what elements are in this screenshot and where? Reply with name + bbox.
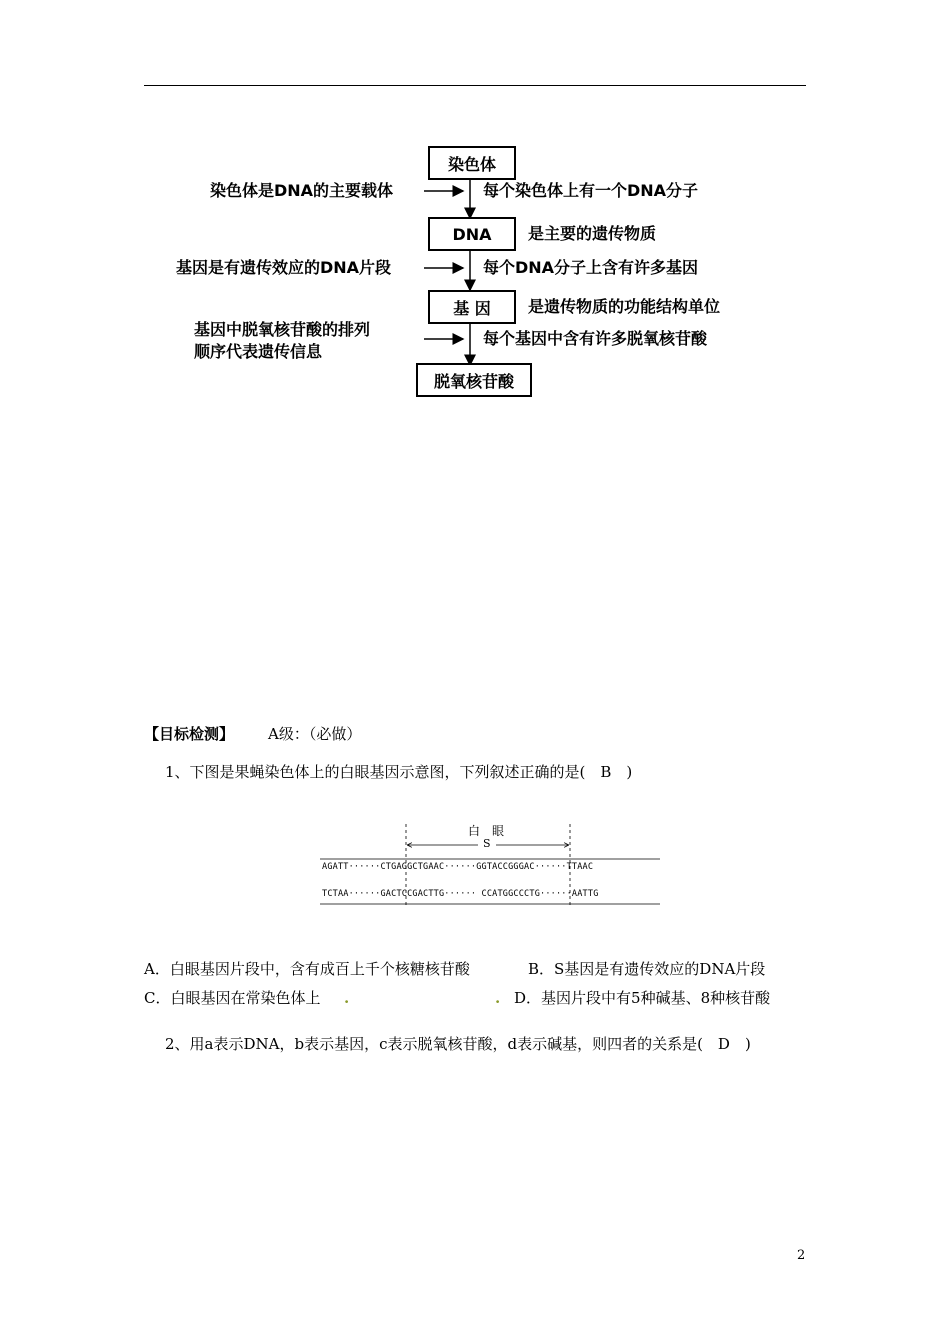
note-one-dna: 每个染色体上有一个DNA分子 (483, 181, 699, 200)
note-main-genetic-material: 是主要的遗传物质 (528, 224, 657, 243)
dna-strand-top: AGATT······CTGAGGCTGAAC······GGTACCGGGAC······TTAAC (322, 862, 594, 872)
q1-option-c: C．白眼基因在常染色体上 (144, 989, 321, 1007)
note-gene-definition: 基因是有遗传效应的DNA片段 (176, 258, 392, 277)
q2-stem: 2、用a表示DNA，b表示基因，c表示脱氧核苷酸，d表示碱基，则四者的关系是( D ) (165, 1035, 751, 1053)
note-functional-unit: 是遗传物质的功能结构单位 (528, 297, 721, 316)
box-dna: DNA (428, 217, 516, 251)
note-chromosome-carrier: 染色体是DNA的主要载体 (210, 181, 394, 200)
box-gene: 基 因 (428, 290, 516, 324)
gene-label-white-eye: 白 眼 (468, 824, 505, 838)
box-nucleotide: 脱氧核苷酸 (416, 363, 532, 397)
q1-option-a: A．白眼基因片段中，含有成百上千个核糖核苷酸 (144, 960, 470, 978)
q1-mark-dot-1: . (344, 989, 350, 1007)
concept-diagram (170, 140, 770, 410)
section-level: A级：（必做） (268, 725, 362, 743)
note-sequence-line1: 基因中脱氧核苷酸的排列 (194, 320, 371, 339)
q1-stem: 1、下图是果蝇染色体上的白眼基因示意图，下列叙述正确的是( B ) (165, 763, 633, 781)
header-rule (144, 85, 806, 86)
q1-option-b: B．S基因是有遗传效应的DNA片段 (528, 960, 766, 978)
white-eye-gene-figure (318, 822, 663, 912)
q1-mark-dot-2: . (495, 989, 501, 1007)
dna-strand-bottom: TCTAA······GACTCCGACTTG······ CCATGGCCCTG······AATTG (322, 889, 599, 899)
q1-option-d: D．基因片段中有5种碱基、8种核苷酸 (514, 989, 771, 1007)
page-number: 2 (797, 1248, 806, 1263)
section-title: 【目标检测】 (144, 725, 235, 743)
note-sequence-line2: 顺序代表遗传信息 (194, 342, 323, 361)
note-many-genes: 每个DNA分子上含有许多基因 (483, 258, 699, 277)
note-many-nucleotides: 每个基因中含有许多脱氧核苷酸 (483, 329, 708, 348)
gene-label-s: S (483, 837, 491, 850)
box-chromosome: 染色体 (428, 146, 516, 180)
